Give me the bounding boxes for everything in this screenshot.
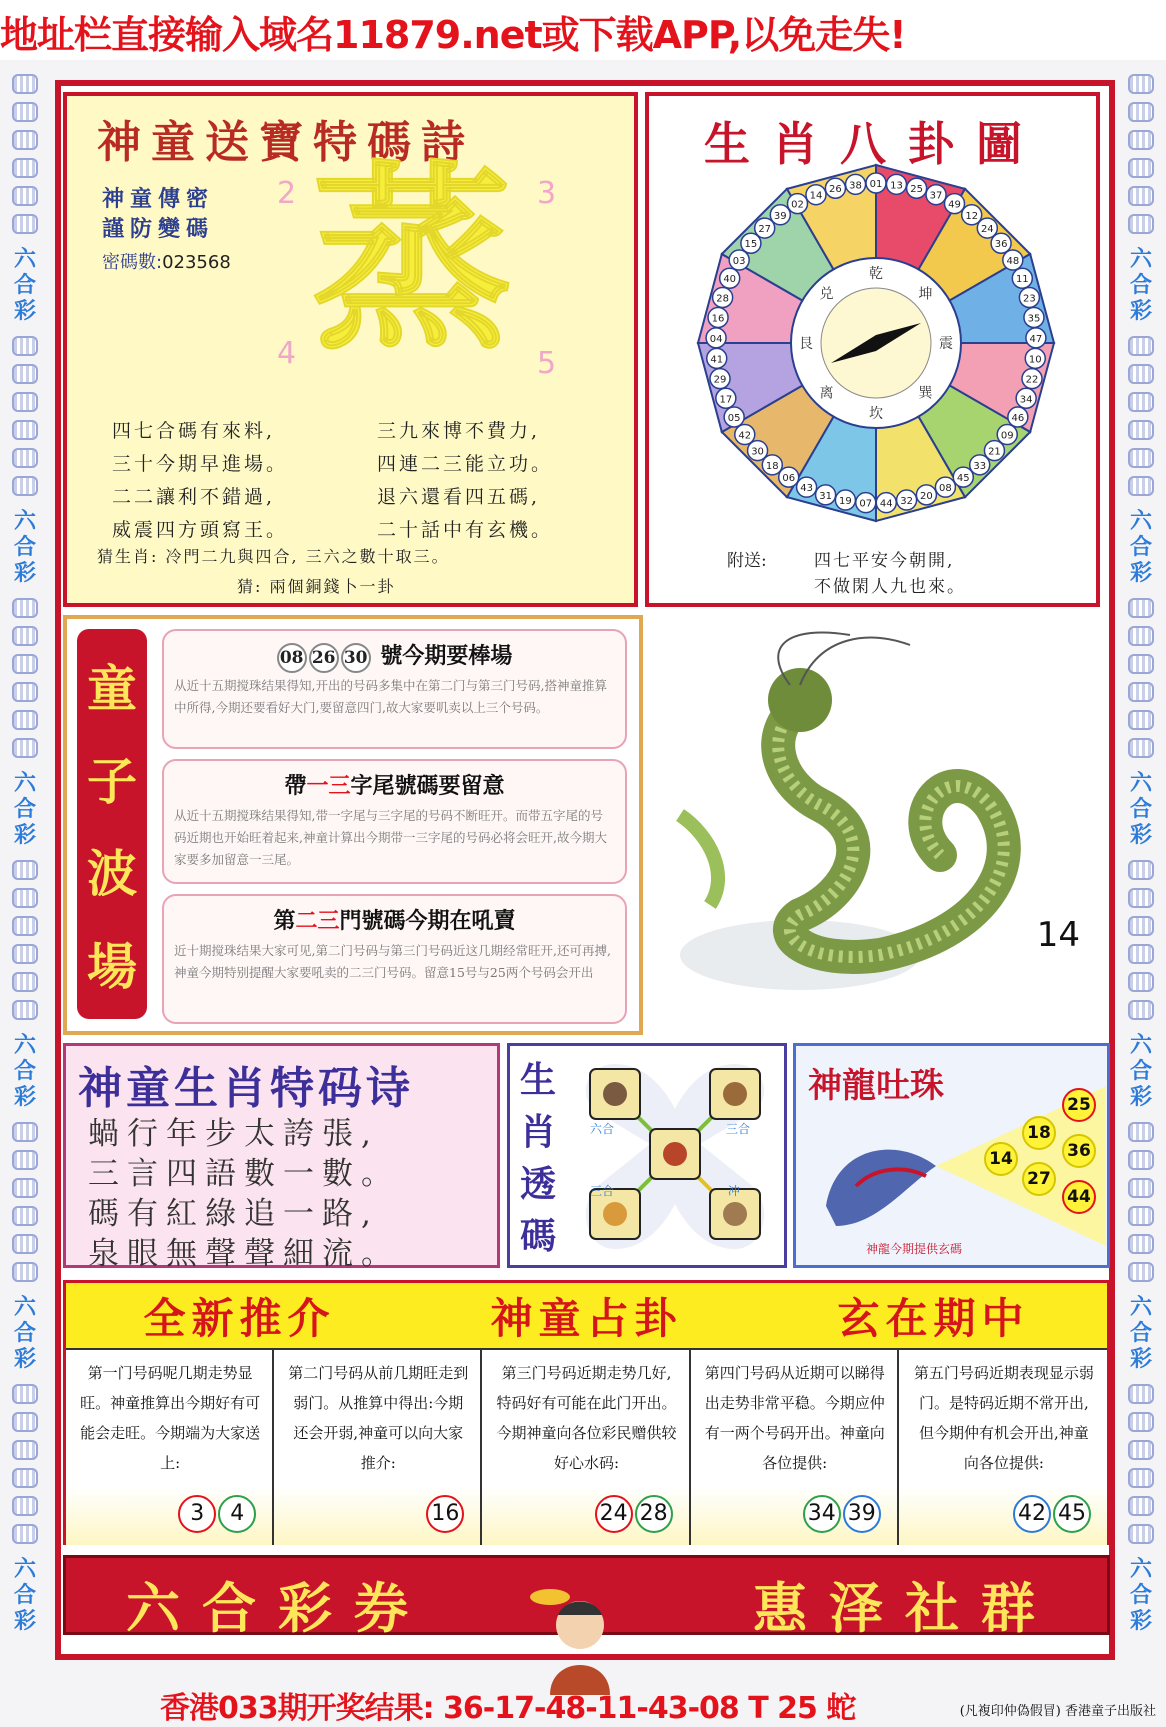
decor-pill bbox=[12, 944, 38, 964]
side-label bbox=[14, 246, 36, 324]
corner-num-3: 4 bbox=[277, 336, 297, 371]
pearl-ball: 44 bbox=[1062, 1180, 1096, 1214]
card-head-post: 字尾號碼要留意 bbox=[350, 773, 505, 799]
wheel-number: 46 bbox=[1011, 413, 1025, 425]
poem-line: 三九來博不費力, bbox=[377, 420, 541, 442]
decor-pill bbox=[12, 364, 38, 384]
wheel-number: 24 bbox=[980, 224, 994, 236]
top-banner bbox=[0, 0, 1166, 60]
decor-pill bbox=[12, 710, 38, 730]
side-label bbox=[1130, 1294, 1152, 1372]
decor-pill bbox=[1128, 1496, 1154, 1516]
side-label-char: 合 bbox=[1129, 272, 1152, 298]
side-label-char: 彩 bbox=[1129, 560, 1152, 586]
right-decor-column bbox=[1116, 70, 1166, 1670]
wheel-number: 42 bbox=[738, 430, 752, 442]
decor-pill bbox=[1128, 598, 1154, 618]
recommend-header bbox=[66, 1283, 1107, 1348]
decor-pill bbox=[12, 336, 38, 356]
poem-line: 四連二三能立功。 bbox=[377, 453, 554, 475]
recommend-text: 第三门号码近期走势几好,特码好有可能在此门开出。今期神童向各位彩民赠供较好心水码: bbox=[496, 1364, 677, 1472]
decor-pill bbox=[1128, 448, 1154, 468]
decor-pill bbox=[12, 598, 38, 618]
recommend-balls bbox=[176, 1495, 256, 1533]
zodiac-poem-line: 碼有紅綠追一路, bbox=[88, 1196, 379, 1232]
compass-trigram: 兑 bbox=[819, 286, 834, 303]
wheel-number: 14 bbox=[809, 190, 823, 202]
wheel-number: 20 bbox=[920, 490, 933, 502]
decor-pill bbox=[1128, 944, 1154, 964]
decor-pill bbox=[1128, 972, 1154, 992]
side-label-char: 彩 bbox=[1129, 298, 1152, 324]
decor-pill bbox=[12, 392, 38, 412]
recommend-col-5 bbox=[899, 1348, 1107, 1545]
decor-pill bbox=[1128, 1412, 1154, 1432]
decor-pill bbox=[1128, 1206, 1154, 1226]
wave-side-char: 子 bbox=[87, 751, 137, 811]
wheel-number: 08 bbox=[939, 483, 952, 495]
relation-label: 六合 bbox=[590, 1122, 615, 1136]
left-decor-column bbox=[0, 70, 50, 1670]
zodiac-poem-line: 泉眼無聲聲細流。 bbox=[88, 1236, 400, 1272]
decor-pill bbox=[1128, 364, 1154, 384]
recommend-head-3: 玄在期中 bbox=[837, 1293, 1030, 1343]
guess-line-1: 猜生肖: 冷門二九與四合, 三六之數十取三。 bbox=[97, 547, 450, 566]
bottom-banner-right: 惠泽社群 bbox=[753, 1576, 1057, 1640]
decor-pill bbox=[1128, 392, 1154, 412]
poem-title: 神童送寶特碼詩 bbox=[97, 117, 475, 168]
card-head bbox=[164, 769, 625, 800]
recommend-text: 第一门号码呢几期走势显旺。神童推算出今期好有可能会走旺。今期端为大家送上: bbox=[80, 1364, 261, 1472]
side-label-char: 彩 bbox=[13, 1346, 36, 1372]
reveal-side-char: 生 bbox=[520, 1059, 557, 1101]
decor-pill bbox=[1128, 130, 1154, 150]
side-label-char: 彩 bbox=[13, 298, 36, 324]
relation-label: 冲 bbox=[728, 1184, 741, 1198]
card-head-red: 二三 bbox=[295, 908, 340, 934]
recommend-text: 第五门号码近期表现显示弱门。是特码近期不常开出,但今期仲有机会开出,神童向各位提供: bbox=[913, 1364, 1094, 1472]
decor-pill bbox=[12, 1496, 38, 1516]
side-label bbox=[1130, 1556, 1152, 1634]
decor-pill bbox=[12, 476, 38, 496]
recommend-text: 第二门号码从前几期旺走到弱门。从推算中得出:今期还会开弱,神童可以向大家推介: bbox=[288, 1364, 469, 1472]
number-ball: 4 bbox=[218, 1495, 256, 1533]
decor-pill bbox=[1128, 336, 1154, 356]
recommend-col-1 bbox=[66, 1348, 274, 1545]
compass-trigram: 坤 bbox=[918, 286, 933, 303]
decor-pill bbox=[12, 1524, 38, 1544]
number-ball: 08 bbox=[277, 643, 307, 673]
decor-pill bbox=[12, 1000, 38, 1020]
relation-label: 三合 bbox=[726, 1122, 751, 1136]
poem-line: 威震四方頭寫王。 bbox=[112, 519, 289, 541]
decor-pill bbox=[1128, 1122, 1154, 1142]
pearl-title: 神龍吐珠 bbox=[808, 1066, 944, 1106]
poem-line: 二二讓利不錯過, bbox=[112, 486, 276, 508]
decor-pill bbox=[1128, 654, 1154, 674]
decor-pill bbox=[1128, 102, 1154, 122]
zodiac-poem-line: 蝸行年步太誇張, bbox=[88, 1116, 379, 1152]
wheel-number: 32 bbox=[900, 496, 913, 508]
number-ball: 24 bbox=[595, 1495, 633, 1533]
decor-pill bbox=[1128, 738, 1154, 758]
recommend-balls bbox=[424, 1495, 464, 1533]
wheel-number: 09 bbox=[1000, 430, 1014, 442]
wheel-number: 41 bbox=[710, 354, 724, 366]
decor-pill bbox=[12, 916, 38, 936]
wheel-number: 49 bbox=[948, 199, 961, 211]
wheel-number: 44 bbox=[879, 498, 893, 510]
wave-side-char: 波 bbox=[87, 844, 137, 904]
wave-card-2 bbox=[162, 759, 627, 884]
side-label bbox=[14, 508, 36, 586]
wheel-number: 01 bbox=[869, 179, 883, 190]
card-head-post: 門號碼今期在吼賣 bbox=[339, 908, 516, 934]
card-body: 从近十五期搅珠结果得知,开出的号码多集中在第二门与第三门号码,搭神童推算中所得,今期还要看好大门,要留意四门,故大家要叽卖以上三个号码。 bbox=[174, 678, 607, 715]
wheel-number: 06 bbox=[782, 473, 796, 485]
wave-side-label bbox=[77, 629, 147, 1019]
bagua-wheel bbox=[694, 161, 1059, 526]
recommend-head-2: 神童占卦 bbox=[490, 1293, 683, 1343]
side-label-char: 六 bbox=[1129, 1032, 1152, 1058]
compass-trigram: 离 bbox=[819, 385, 834, 402]
side-label-char: 合 bbox=[1129, 1320, 1152, 1346]
decor-pill bbox=[12, 860, 38, 880]
compass-trigram: 震 bbox=[939, 336, 953, 352]
number-ball: 30 bbox=[341, 643, 371, 673]
decor-pill bbox=[1128, 420, 1154, 440]
wheel-number: 39 bbox=[773, 210, 787, 222]
password-value: 023568 bbox=[162, 252, 231, 273]
decor-pill bbox=[12, 102, 38, 122]
wave-side-char: 場 bbox=[87, 936, 137, 996]
wheel-number: 26 bbox=[829, 184, 842, 196]
poem-sub1: 神童傳密 bbox=[102, 186, 215, 212]
decor-pill bbox=[1128, 1234, 1154, 1254]
decor-pill bbox=[1128, 1440, 1154, 1460]
side-label-char: 彩 bbox=[1129, 1346, 1152, 1372]
recommend-text: 第四门号码从近期可以睇得出走势非常平稳。今期应仲有一两个号码开出。神童向各位提供: bbox=[704, 1364, 885, 1472]
card-head-red: 一三 bbox=[306, 773, 351, 799]
recommend-head-1: 全新推介 bbox=[143, 1293, 336, 1343]
bottom-banner-left: 六合彩券 bbox=[126, 1576, 430, 1640]
side-label-char: 彩 bbox=[1129, 1084, 1152, 1110]
side-label bbox=[1130, 1032, 1152, 1110]
compass-trigram: 坎 bbox=[869, 406, 883, 422]
decor-pill bbox=[1128, 626, 1154, 646]
wheel-number: 12 bbox=[965, 210, 979, 222]
side-label-char: 合 bbox=[1129, 1582, 1152, 1608]
decor-pill bbox=[12, 1206, 38, 1226]
pearl-ball: 36 bbox=[1062, 1134, 1096, 1168]
dragon-pearl-panel bbox=[793, 1043, 1110, 1268]
extra-label: 附送: bbox=[727, 551, 767, 571]
number-ball: 45 bbox=[1053, 1495, 1091, 1533]
decor-pill bbox=[12, 738, 38, 758]
dragon-number: 14 bbox=[1036, 915, 1080, 955]
decor-pill bbox=[12, 1234, 38, 1254]
reveal-side-label bbox=[520, 1054, 564, 1262]
decor-pill bbox=[12, 1412, 38, 1432]
decor-pill bbox=[1128, 158, 1154, 178]
pearl-ball: 18 bbox=[1022, 1116, 1056, 1150]
number-ball: 16 bbox=[426, 1495, 464, 1533]
side-label-char: 六 bbox=[13, 1556, 36, 1582]
decor-pill bbox=[12, 1468, 38, 1488]
side-label bbox=[14, 1556, 36, 1634]
corner-num-4: 5 bbox=[537, 346, 557, 381]
compass-trigram: 巽 bbox=[918, 385, 933, 402]
draw-result: 香港033期开奖结果: 36-17-48-11-43-08 T 25 蛇 bbox=[160, 1691, 856, 1726]
card-head bbox=[164, 639, 625, 673]
card-head-pre: 帶 bbox=[284, 773, 307, 799]
side-label bbox=[1130, 770, 1152, 848]
card-head-text: 號今期要棒場 bbox=[380, 643, 513, 669]
zodiac-relation-diagram bbox=[570, 1054, 780, 1259]
poem-line: 三十今期早進場。 bbox=[112, 453, 289, 475]
wheel-number: 22 bbox=[1025, 374, 1039, 386]
decor-pill bbox=[12, 888, 38, 908]
wheel-number: 35 bbox=[1027, 313, 1041, 325]
number-ball: 42 bbox=[1013, 1495, 1051, 1533]
decor-pill bbox=[12, 626, 38, 646]
reveal-side-char: 透 bbox=[520, 1163, 557, 1205]
number-ball: 34 bbox=[803, 1495, 841, 1533]
decor-pill bbox=[1128, 710, 1154, 730]
side-label-char: 六 bbox=[13, 508, 36, 534]
card-head bbox=[164, 904, 625, 935]
wheel-number: 34 bbox=[1019, 394, 1033, 406]
decor-pill bbox=[12, 214, 38, 234]
wheel-number: 19 bbox=[839, 496, 852, 508]
wheel-number: 13 bbox=[890, 180, 903, 192]
decor-pill bbox=[1128, 1262, 1154, 1282]
guess-line-2: 猜: 兩個銅錢卜一卦 bbox=[237, 577, 396, 596]
side-label-char: 彩 bbox=[13, 1608, 36, 1634]
wheel-number: 33 bbox=[973, 460, 987, 472]
decor-pill bbox=[1128, 682, 1154, 702]
wheel-number: 23 bbox=[1023, 293, 1036, 305]
side-label-char: 彩 bbox=[13, 822, 36, 848]
number-ball: 3 bbox=[178, 1495, 216, 1533]
wave-card-1 bbox=[162, 629, 627, 749]
side-label-char: 六 bbox=[13, 1032, 36, 1058]
decor-pill bbox=[12, 1384, 38, 1404]
wheel-number: 47 bbox=[1029, 333, 1043, 345]
wheel-number: 10 bbox=[1028, 354, 1042, 366]
compass-trigram: 乾 bbox=[869, 266, 883, 282]
recommend-columns bbox=[66, 1348, 1107, 1545]
recommend-balls bbox=[801, 1495, 881, 1533]
wheel-number: 17 bbox=[719, 394, 733, 406]
big-character: 蒸 bbox=[312, 143, 513, 378]
wheel-number: 36 bbox=[994, 239, 1008, 251]
side-label-char: 合 bbox=[1129, 796, 1152, 822]
decor-pill bbox=[12, 130, 38, 150]
decor-pill bbox=[12, 448, 38, 468]
poem-line: 四七合碼有來料, bbox=[112, 420, 276, 442]
decor-pill bbox=[1128, 186, 1154, 206]
zodiac-poem-title: 神童生肖特码诗 bbox=[78, 1063, 414, 1114]
publisher-note: (凡複印仲偽假冒) 香港童子出版社 bbox=[959, 1704, 1156, 1719]
wheel-number: 45 bbox=[956, 473, 970, 485]
wheel-number: 25 bbox=[910, 184, 923, 196]
bagua-title: 生肖八卦圖 bbox=[704, 117, 1044, 171]
wheel-number: 27 bbox=[758, 224, 772, 236]
decor-pill bbox=[12, 1150, 38, 1170]
corner-num-1: 2 bbox=[277, 176, 297, 211]
side-label-char: 六 bbox=[1129, 770, 1152, 796]
relation-label: 三合 bbox=[590, 1184, 615, 1198]
corner-num-2: 3 bbox=[537, 176, 557, 211]
wheel-number: 29 bbox=[713, 374, 727, 386]
recommend-panel bbox=[63, 1280, 1110, 1545]
wheel-number: 28 bbox=[716, 293, 729, 305]
side-label-char: 合 bbox=[1129, 1058, 1152, 1084]
card-body: 近十期搅珠结果大家可见,第二门号码与第三门号码近这几期经常旺开,还可再搏,神童今期特别提醒大家要吼卖的二三门号码。留意15号与25两个号码会开出 bbox=[174, 943, 611, 980]
wheel-number: 40 bbox=[723, 274, 737, 286]
poem-panel bbox=[63, 92, 638, 607]
side-label-char: 合 bbox=[1129, 534, 1152, 560]
wave-panel bbox=[63, 615, 643, 1035]
decor-pill bbox=[12, 682, 38, 702]
extra-line-2: 不做閑人九也來。 bbox=[814, 577, 966, 597]
side-label bbox=[14, 770, 36, 848]
recommend-balls bbox=[1011, 1495, 1091, 1533]
decor-pill bbox=[1128, 476, 1154, 496]
decor-pill bbox=[1128, 1468, 1154, 1488]
dragon-illustration bbox=[650, 615, 1100, 1035]
side-label-char: 六 bbox=[1129, 1556, 1152, 1582]
side-label bbox=[1130, 246, 1152, 324]
extra-line-1: 四七平安今朝開, bbox=[814, 551, 955, 571]
side-label-char: 合 bbox=[13, 796, 36, 822]
number-ball: 26 bbox=[309, 643, 339, 673]
poem-lines bbox=[112, 416, 612, 542]
decor-pill bbox=[12, 158, 38, 178]
top-banner-text: 地址栏直接输入域名11879.net或下载APP,以免走失! bbox=[0, 13, 906, 57]
wheel-number: 48 bbox=[1006, 256, 1020, 268]
wheel-number: 37 bbox=[929, 190, 943, 202]
password-row bbox=[102, 248, 231, 274]
wheel-number: 30 bbox=[751, 446, 764, 458]
mascot-boy-icon bbox=[520, 1585, 640, 1695]
card-head-pre: 第 bbox=[273, 908, 296, 934]
side-label bbox=[1130, 508, 1152, 586]
poem-line: 二十話中有玄機。 bbox=[377, 519, 554, 541]
side-label-char: 合 bbox=[13, 272, 36, 298]
recommend-col-4 bbox=[691, 1348, 899, 1545]
side-label bbox=[14, 1294, 36, 1372]
decor-pill bbox=[1128, 1000, 1154, 1020]
wheel-number: 15 bbox=[744, 239, 758, 251]
side-label-char: 六 bbox=[1129, 246, 1152, 272]
card-body: 从近十五期搅珠结果得知,带一字尾与三字尾的号码不断旺开。而带五字尾的号码近期也开始旺着起来,神童计算出今期带一三字尾的号码必将会旺开,故今期大家要多加留意一三尾。 bbox=[174, 808, 607, 867]
wheel-number: 18 bbox=[765, 460, 779, 472]
wheel-number: 43 bbox=[800, 483, 813, 495]
decor-pill bbox=[1128, 888, 1154, 908]
side-label-char: 彩 bbox=[13, 560, 36, 586]
decor-pill bbox=[12, 654, 38, 674]
side-label-char: 六 bbox=[13, 246, 36, 272]
wave-side-char: 童 bbox=[87, 659, 137, 719]
reveal-side-char: 肖 bbox=[520, 1111, 557, 1153]
side-label-char: 彩 bbox=[1129, 1608, 1152, 1634]
recommend-col-2 bbox=[274, 1348, 482, 1545]
side-label-char: 合 bbox=[13, 1320, 36, 1346]
wheel-number: 31 bbox=[819, 490, 832, 502]
compass-trigram: 艮 bbox=[799, 336, 813, 352]
side-label bbox=[14, 1032, 36, 1110]
zodiac-reveal-panel bbox=[507, 1043, 787, 1268]
wheel-number: 21 bbox=[988, 446, 1001, 458]
wheel-number: 16 bbox=[711, 313, 725, 325]
number-ball: 28 bbox=[635, 1495, 673, 1533]
decor-pill bbox=[12, 420, 38, 440]
decor-pill bbox=[12, 1262, 38, 1282]
number-ball: 39 bbox=[843, 1495, 881, 1533]
decor-pill bbox=[1128, 860, 1154, 880]
wheel-number: 07 bbox=[859, 498, 873, 510]
side-label-char: 六 bbox=[1129, 1294, 1152, 1320]
wheel-number: 05 bbox=[727, 413, 741, 425]
decor-pill bbox=[1128, 1178, 1154, 1198]
side-label-char: 六 bbox=[13, 770, 36, 796]
poem-sub2: 謹防變碼 bbox=[102, 216, 215, 242]
zodiac-poem-panel bbox=[63, 1043, 500, 1272]
decor-pill bbox=[12, 186, 38, 206]
wheel-number: 38 bbox=[849, 180, 862, 192]
decor-pill bbox=[12, 1440, 38, 1460]
password-label: 密碼數: bbox=[102, 252, 163, 273]
pearl-ball: 25 bbox=[1062, 1088, 1096, 1122]
wheel-number: 11 bbox=[1015, 274, 1029, 286]
side-label-char: 六 bbox=[13, 1294, 36, 1320]
decor-pill bbox=[1128, 74, 1154, 94]
wheel-number: 02 bbox=[791, 199, 804, 211]
wheel-number: 04 bbox=[709, 333, 723, 345]
pearl-ball: 27 bbox=[1022, 1162, 1056, 1196]
reveal-side-char: 碼 bbox=[520, 1215, 557, 1257]
dragon-icon bbox=[650, 615, 1100, 1035]
decor-pill bbox=[12, 1122, 38, 1142]
side-label-char: 合 bbox=[13, 534, 36, 560]
decor-pill bbox=[12, 1178, 38, 1198]
recommend-col-3 bbox=[482, 1348, 690, 1545]
pearl-ball: 14 bbox=[984, 1142, 1018, 1176]
zodiac-poem-line: 三言四語數一數。 bbox=[88, 1156, 400, 1192]
decor-pill bbox=[12, 972, 38, 992]
wheel-number: 03 bbox=[732, 256, 746, 268]
decor-pill bbox=[1128, 916, 1154, 936]
pearl-caption: 神龍今期提供玄碼 bbox=[866, 1242, 963, 1256]
side-label-char: 六 bbox=[1129, 508, 1152, 534]
decor-pill bbox=[12, 74, 38, 94]
decor-pill bbox=[1128, 214, 1154, 234]
decor-pill bbox=[1128, 1524, 1154, 1544]
side-label-char: 彩 bbox=[1129, 822, 1152, 848]
wave-card-3 bbox=[162, 894, 627, 1024]
decor-pill bbox=[1128, 1150, 1154, 1170]
side-label-char: 彩 bbox=[13, 1084, 36, 1110]
bagua-panel bbox=[645, 92, 1100, 607]
poem-line: 退六還看四五碼, bbox=[377, 486, 541, 508]
side-label-char: 合 bbox=[13, 1058, 36, 1084]
recommend-balls bbox=[593, 1495, 673, 1533]
side-label-char: 合 bbox=[13, 1582, 36, 1608]
decor-pill bbox=[1128, 1384, 1154, 1404]
